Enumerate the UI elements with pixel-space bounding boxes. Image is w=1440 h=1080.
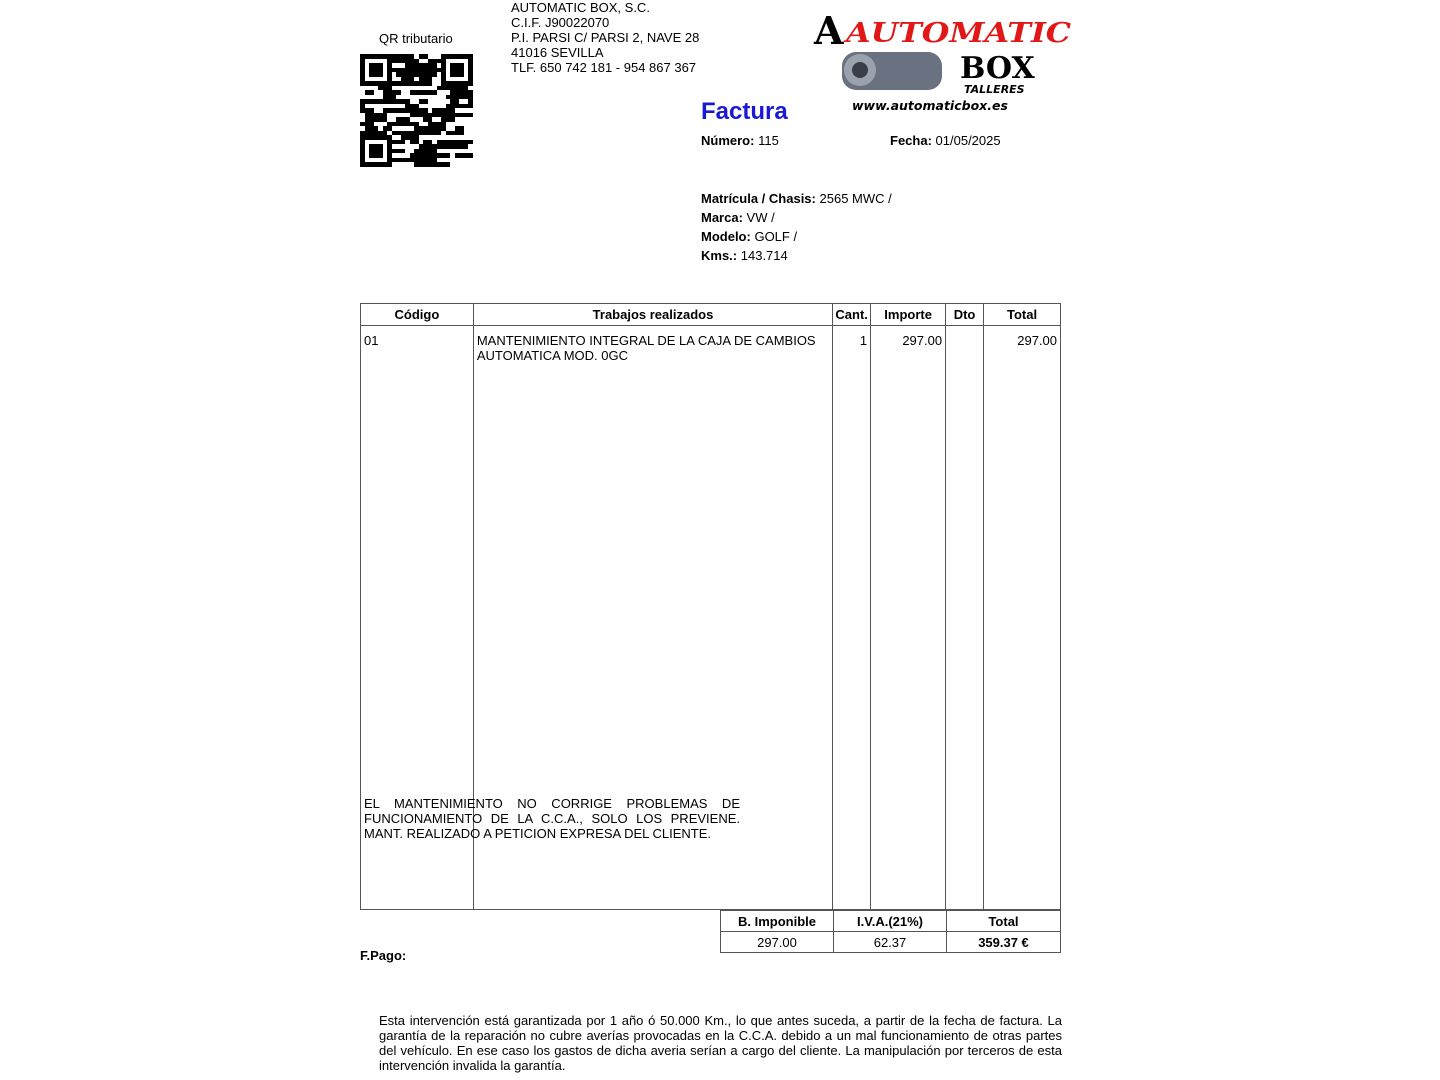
header-trabajos: Trabajos realizados: [473, 304, 832, 326]
kms-label: Kms.:: [701, 248, 738, 263]
svg-text:AUTOMATIC: AUTOMATIC: [842, 18, 1072, 49]
document-title: Factura: [701, 98, 788, 125]
company-city: 41016 SEVILLA: [511, 45, 604, 60]
company-cif: C.I.F. J90022070: [511, 15, 610, 30]
total-value: 359.37 €: [947, 932, 1061, 953]
modelo-label: Modelo:: [701, 229, 751, 244]
row-dto: [946, 326, 984, 910]
marca-label: Marca:: [701, 210, 743, 225]
company-logo: [812, 10, 1077, 120]
modelo-value: GOLF /: [754, 229, 798, 244]
qr-code: [360, 54, 473, 167]
svg-text:A: A: [814, 10, 844, 53]
matricula-value: 2565 MWC /: [819, 191, 892, 206]
header-codigo: Código: [361, 304, 474, 326]
header-cant: Cant.: [833, 304, 871, 326]
vehicle-info: [701, 189, 892, 265]
iva-value: 62.37: [834, 932, 947, 953]
numero-label: Número:: [701, 133, 755, 148]
total-header: Total: [947, 911, 1061, 932]
svg-text:www.automaticbox.es: www.automaticbox.es: [852, 98, 1008, 113]
row-desc: MANTENIMIENTO INTEGRAL DE LA CAJA DE CAMBIOS AUTOMATICA MOD. 0GC: [473, 326, 832, 910]
marca-value: VW /: [746, 210, 775, 225]
company-name: AUTOMATIC BOX, S.C.: [511, 0, 650, 15]
row-cant: 1: [833, 326, 871, 910]
maintenance-note: EL MANTENIMIENTO NO CORRIGE PROBLEMAS DE FUNCIONAMIENTO DE LA C.C.A., SOLO LOS PREVIENE. MANT. REALIZADO A PETICION EXPRESA DEL CLIENTE.: [364, 796, 740, 841]
warranty-text: Esta intervención está garantizada por 1 año ó 50.000 Km., lo que antes suceda, a partir de la fecha de factura. La garantía de la reparación no cubre averías provocadas en la C.C.A. debido a un mal funcionamiento de otras partes del vehículo. En ese caso los gastos de dicha averia serían a cargo del cliente. La manipulación por terceros de esta intervención invalida la garantía.: [379, 1013, 1062, 1073]
table-header: [361, 304, 1061, 326]
header-dto: Dto: [946, 304, 984, 326]
totals-table: [720, 910, 1061, 953]
svg-text:TALLERES: TALLERES: [964, 83, 1025, 96]
invoice-date: [890, 133, 1001, 148]
iva-header: I.V.A.(21%): [834, 911, 947, 932]
company-info: [511, 0, 699, 75]
kms-value: 143.714: [740, 248, 788, 263]
matricula-label: Matrícula / Chasis:: [701, 191, 816, 206]
company-address: P.I. PARSI C/ PARSI 2, NAVE 28: [511, 30, 700, 45]
row-importe: 297.00: [871, 326, 946, 910]
fecha-label: Fecha:: [890, 133, 932, 148]
qr-label: QR tributario: [379, 31, 453, 46]
invoice-number: [701, 133, 779, 148]
row-codigo: 01: [361, 326, 474, 910]
header-importe: Importe: [871, 304, 946, 326]
base-header: B. Imponible: [721, 911, 834, 932]
company-phone: TLF. 650 742 181 - 954 867 367: [511, 60, 697, 75]
header-total: Total: [984, 304, 1061, 326]
fecha-value: 01/05/2025: [935, 133, 1001, 148]
base-value: 297.00: [721, 932, 834, 953]
row-total: 297.00: [984, 326, 1061, 910]
payment-label: F.Pago:: [360, 948, 407, 963]
svg-text:BOX: BOX: [960, 51, 1035, 86]
numero-value: 115: [758, 133, 779, 148]
